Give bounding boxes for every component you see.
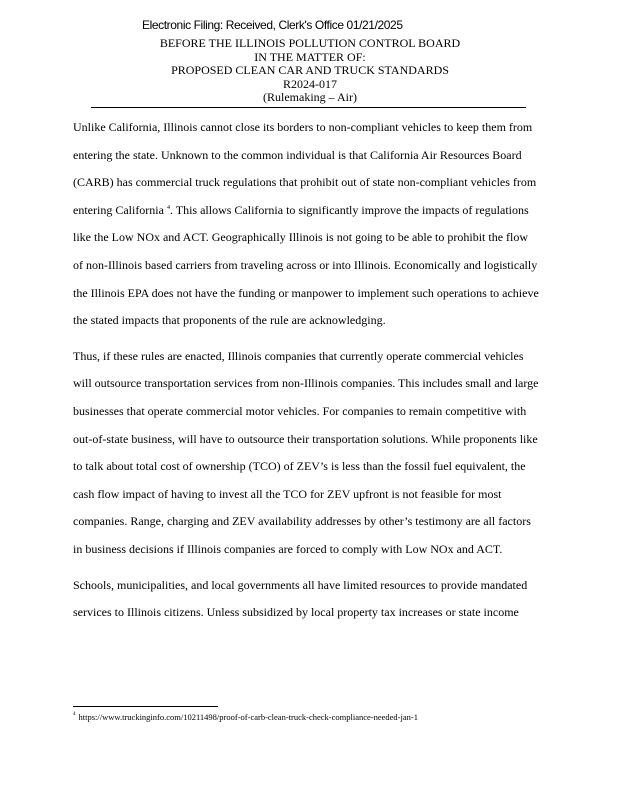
header-divider bbox=[91, 107, 526, 108]
text-line: cash flow impact of having to invest all the TCO for ZEV upfront is not feasible for most bbox=[73, 486, 502, 501]
filing-stamp: Electronic Filing: Received, Clerk's Office 01/21/2025 bbox=[142, 18, 403, 32]
header-rulemaking-type: (Rulemaking – Air) bbox=[263, 90, 357, 104]
text-line: services to Illinois citizens. Unless subsidized by local property tax increases or state income bbox=[73, 605, 519, 620]
document-header bbox=[0, 37, 618, 105]
text-line: the Illinois EPA does not have the funding or manpower to implement such operations to achieve bbox=[73, 285, 539, 300]
footnote-url: https://www.truckinginfo.com/10211498/proof-of-carb-clean-truck-check-compliance-needed-jan-1 bbox=[78, 712, 418, 722]
text-line: like the Low NOx and ACT. Geographically Illinois is not going to be able to prohibit the flow bbox=[73, 230, 529, 245]
text-line: Thus, if these rules are enacted, Illinois companies that currently operate commercial vehicles bbox=[73, 348, 524, 363]
footnote-number: 4 bbox=[73, 712, 76, 717]
text-line: Schools, municipalities, and local governments all have limited resources to provide mandated bbox=[73, 577, 528, 592]
footnote-divider bbox=[73, 706, 218, 707]
footnote bbox=[73, 712, 418, 722]
text-line: Unlike California, Illinois cannot close its borders to non-compliant vehicles to keep them from bbox=[73, 120, 533, 134]
paragraph bbox=[73, 343, 553, 564]
text-line: out-of-state business, will have to outsource their transportation solutions. While proponents like bbox=[73, 431, 538, 446]
text-line: entering the state. Unknown to the common individual is that California Air Resources Board bbox=[73, 147, 522, 162]
text-line: (CARB) has commercial truck regulations that prohibit out of state non-compliant vehicles from bbox=[73, 175, 537, 190]
text-line: to talk about total cost of ownership (TCO) of ZEV’s is less than the fossil fuel equivalent, the bbox=[73, 459, 526, 474]
text-line: will outsource transportation services from non-Illinois companies. This includes small and large bbox=[73, 376, 539, 391]
document-body bbox=[73, 114, 553, 635]
text-line: of non-Illinois based carriers from traveling across or into Illinois. Economically and logistically bbox=[73, 257, 538, 272]
text-line: companies. Range, charging and ZEV availability addresses by other’s testimony are all factors bbox=[73, 514, 531, 529]
header-docket-number: R2024-017 bbox=[283, 76, 337, 91]
paragraph bbox=[73, 114, 553, 335]
text-segment: entering California bbox=[73, 202, 167, 217]
paragraph bbox=[73, 572, 553, 627]
text-line: businesses that operate commercial motor vehicles. For companies to remain competitive with bbox=[73, 403, 527, 418]
header-matter-line: IN THE MATTER OF: bbox=[254, 49, 366, 64]
text-segment: . This allows California to significantly improve the impacts of regulations bbox=[169, 202, 529, 217]
header-title-line: PROPOSED CLEAN CAR AND TRUCK STANDARDS bbox=[171, 63, 449, 77]
text-line bbox=[73, 197, 553, 225]
text-line: in business decisions if Illinois companies are forced to comply with Low NOx and ACT. bbox=[73, 541, 503, 556]
text-line: the stated impacts that proponents of the rule are acknowledging. bbox=[73, 313, 386, 328]
header-board-line: BEFORE THE ILLINOIS POLLUTION CONTROL BOARD bbox=[159, 36, 461, 50]
footnote-reference: 4 bbox=[166, 204, 170, 211]
